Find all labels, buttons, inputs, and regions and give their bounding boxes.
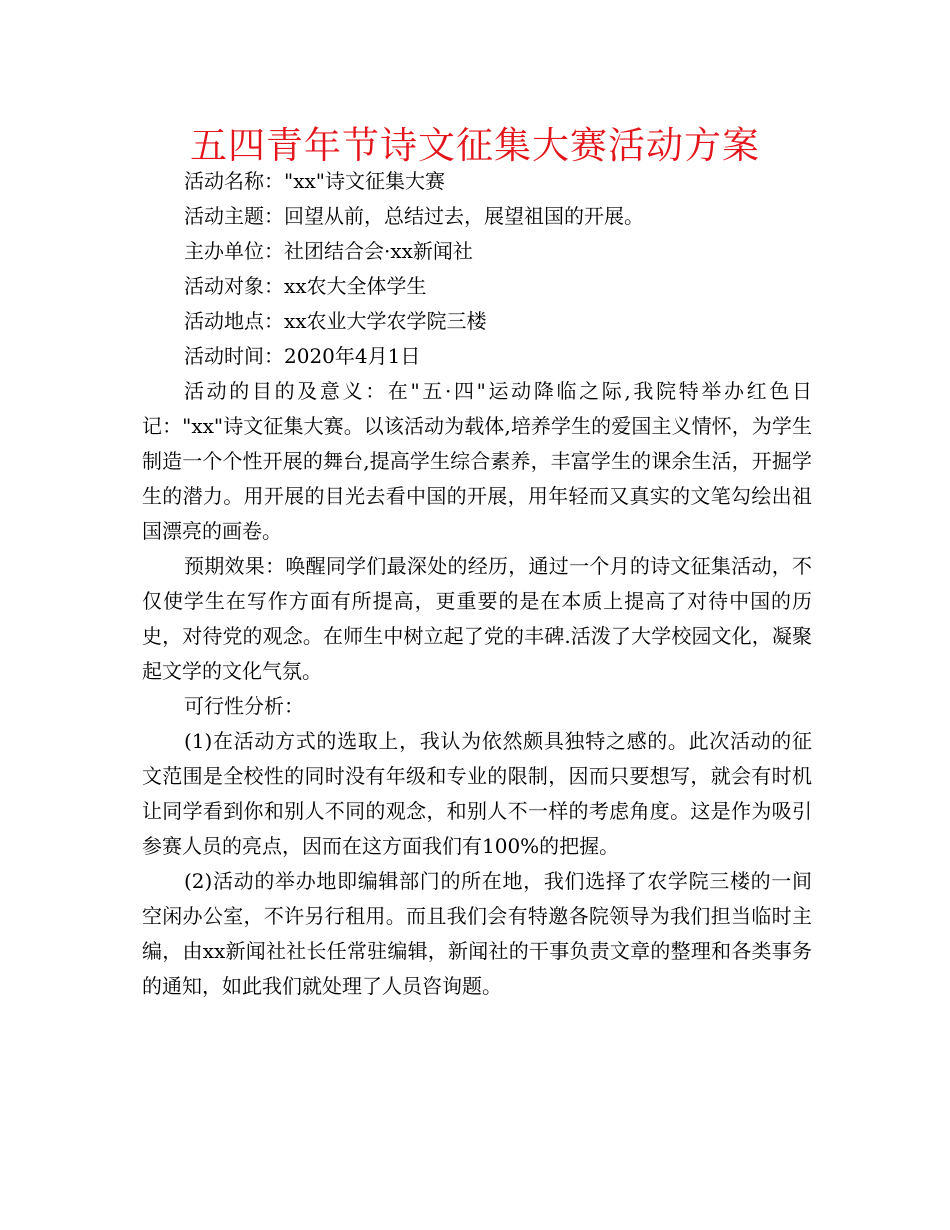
field-activity-theme: 活动主题：回望从前，总结过去，展望祖国的开展。	[184, 204, 644, 228]
field-activity-name: 活动名称："xx"诗文征集大赛	[184, 169, 445, 193]
feasibility-heading: 可行性分析：	[184, 694, 304, 718]
purpose-paragraph: 活动的目的及意义：在"五·四"运动降临之际,我院特举办红色日记："xx"诗文征集大赛。以该活动为载体,培养学生的爱国主义情怀，为学生制造一个个性开展的舞台,提高学生综合素养，丰富学生的课余生活，开掘学生的潜力。用开展的目光去看中国的开展，用年轻而又真实的文笔勾绘出祖国漂亮的画卷。	[142, 379, 812, 543]
field-organizer: 主办单位：社团结合会·xx新闻社	[184, 239, 473, 263]
document-title: 五四青年节诗文征集大赛活动方案	[190, 124, 760, 167]
document-body	[142, 164, 812, 1004]
feasibility-point-1: (1)在活动方式的选取上，我认为依然颇具独特之感的。此次活动的征文范围是全校性的同时没有年级和专业的限制，因而只要想写，就会有时机让同学看到你和别人不同的观念，和别人不一样的考虑角度。这是作为吸引参赛人员的亮点，因而在这方面我们有100%的把握。	[142, 729, 812, 858]
effect-paragraph: 预期效果：唤醒同学们最深处的经历，通过一个月的诗文征集活动，不仅使学生在写作方面有所提高，更重要的是在本质上提高了对待中国的历史，对待党的观念。在师生中树立起了党的丰碑.活泼了大学校园文化，凝聚起文学的文化气氛。	[142, 554, 812, 683]
field-location: 活动地点：xx农业大学农学院三楼	[184, 309, 487, 333]
field-participants: 活动对象：xx农大全体学生	[184, 274, 427, 298]
field-date: 活动时间：2020年4月1日	[184, 344, 421, 368]
feasibility-point-2: (2)活动的举办地即编辑部门的所在地，我们选择了农学院三楼的一间空闲办公室，不许另行租用。而且我们会有特邀各院领导为我们担当临时主编，由xx新闻社社长任常驻编辑，新闻社的干事负责文章的整理和各类事务的通知，如此我们就处理了人员咨询题。	[142, 869, 812, 998]
